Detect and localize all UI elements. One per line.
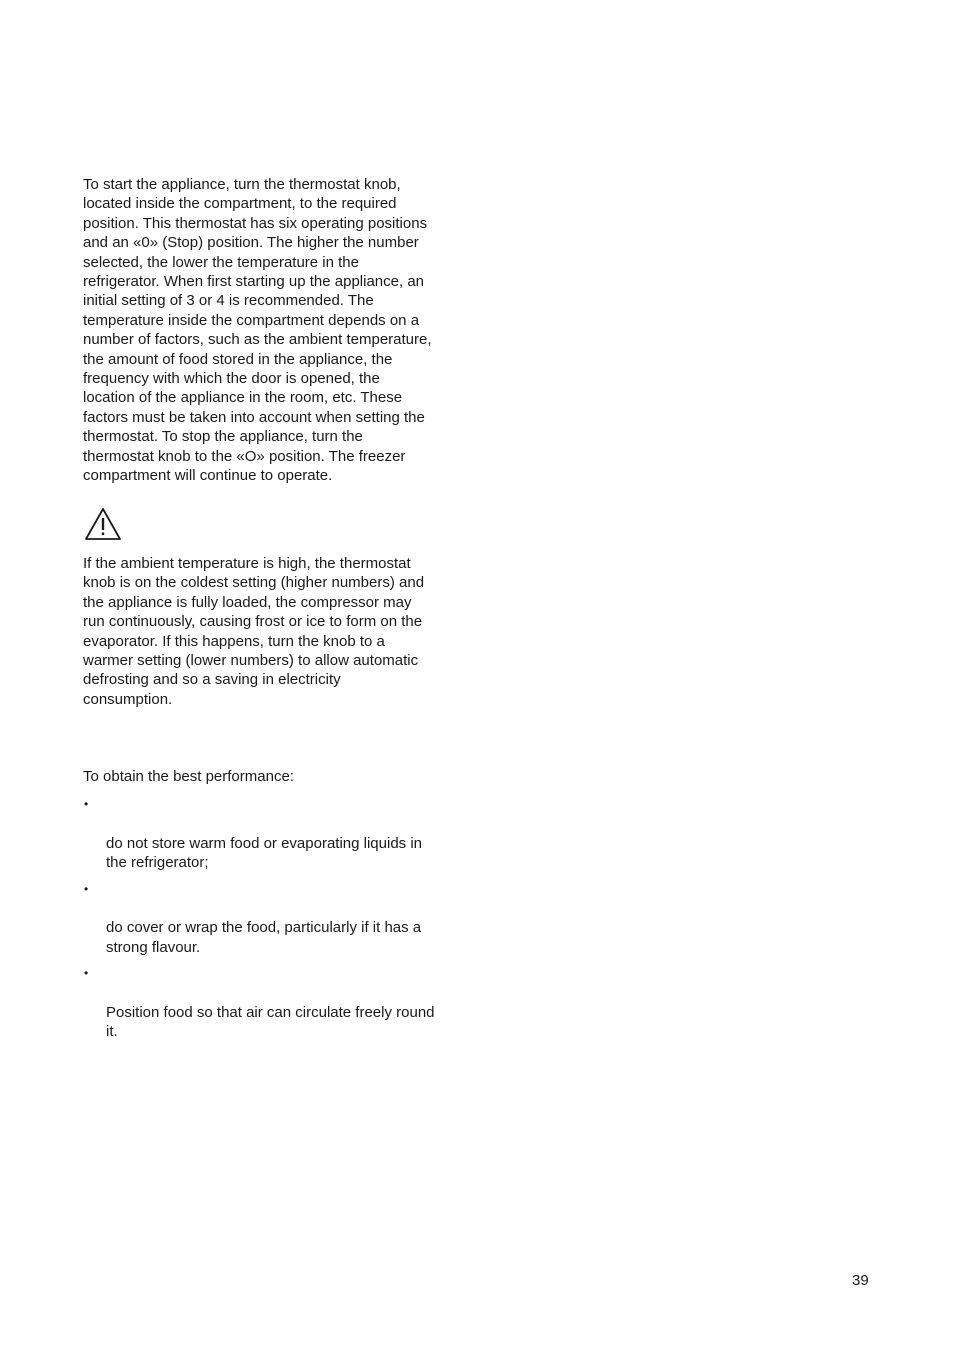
list-item-text: Position food so that air can circulate freely round it.: [106, 1004, 435, 1041]
bullet: •: [84, 797, 89, 811]
performance-tips-list: [83, 795, 463, 1049]
list-item-text: do cover or wrap the food, particularly if it has a strong flavour.: [106, 919, 422, 956]
warning-paragraph: If the ambient temperature is high, the thermostat knob is on the coldest setting (higher numbers) and the appliance is fully loaded, the compressor may run continuously, causing frost or ice to form on the evaporator. If this happens, turn the knob to a warmer setting (lower numbers) to allow automatic defrosting and so a saving in electricity consumption.: [83, 555, 425, 708]
bullet: •: [84, 881, 89, 896]
page-number: 39: [852, 1272, 869, 1289]
list-item-text: do not store warm food or evaporating liquids in the refrigerator;: [106, 834, 423, 872]
list-item: [83, 880, 463, 958]
bullet: •: [84, 966, 89, 981]
list-item: [83, 964, 463, 1042]
list-item: [83, 795, 463, 873]
warning-triangle-icon: [84, 507, 122, 541]
performance-intro: To obtain the best performance:: [83, 768, 294, 785]
thermostat-operation-paragraph: To start the appliance, turn the thermostat knob, located inside the compartment, to the required position. This thermostat has six operating positions and an «0» (Stop) position. The higher the number selected, the lower the temperature in the refrigerator. When first starting up the appliance, an initial setting of 3 or 4 is recommended. The temperature inside the compartment depends on a number of factors, such as the ambient temperature, the amount of food stored in the appliance, the frequency with which the door is opened, the location of the appliance in the room, etc. These factors must be taken into account when setting the thermostat. To stop the appliance, turn the thermostat knob to the «O» position. The freezer compartment will continue to operate.: [83, 176, 432, 485]
